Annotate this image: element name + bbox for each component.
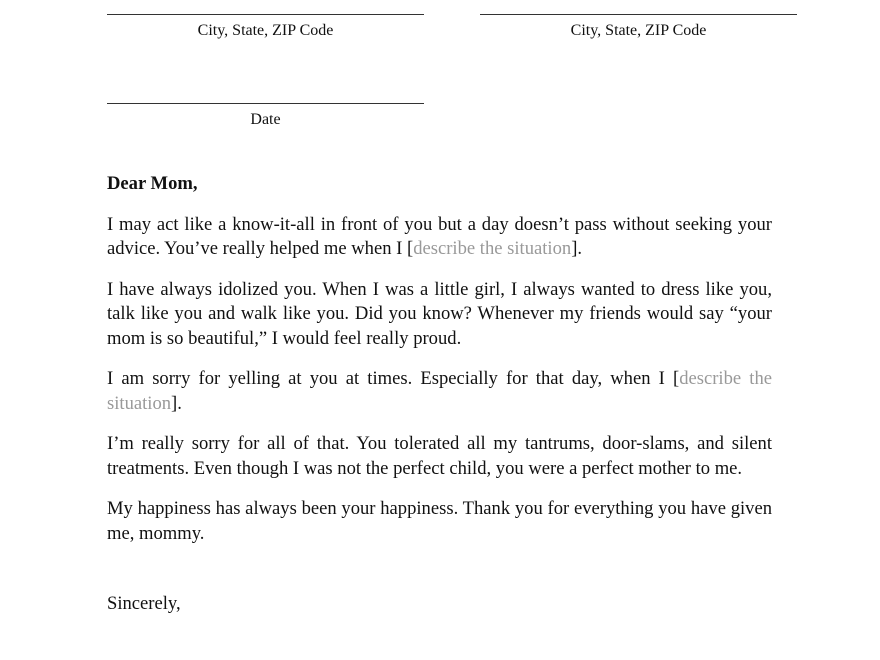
recipient-city-field bbox=[480, 14, 797, 41]
paragraph-text: I am sorry for yelling at you at times. Especially for that day, when I [ bbox=[107, 368, 680, 389]
letter-body bbox=[107, 172, 772, 633]
placeholder-text: describe the situation bbox=[413, 238, 572, 259]
date-field bbox=[107, 103, 424, 130]
placeholder-text: describe the situation bbox=[107, 368, 773, 414]
paragraph-4: I’m really sorry for all of that. You tolerated all my tantrums, door-slams, and silent treatments. Even though I was not the perfect child, you were a perfect mother to me. bbox=[107, 433, 772, 479]
greeting: Dear Mom, bbox=[107, 173, 198, 194]
paragraph-2: I have always idolized you. When I was a little girl, I always wanted to dress like you, talk like you and walk like you. Did you know? Whenever my friends would say “your mom is so beautiful,” I would feel really proud. bbox=[107, 278, 772, 349]
closing: Sincerely, bbox=[107, 593, 181, 614]
paragraph-text: ]. bbox=[171, 392, 182, 414]
field-label: City, State, ZIP Code bbox=[197, 22, 334, 39]
paragraph-5: My happiness has always been your happiness. Thank you for everything you have given me, mommy. bbox=[107, 498, 772, 544]
paragraph-text: I may act like a know-it-all in front of you but a day doesn’t pass without seeking your advice. You’ve really helped me when I [ bbox=[107, 213, 772, 259]
field-label: City, State, ZIP Code bbox=[570, 22, 707, 39]
signature-line bbox=[107, 14, 424, 15]
field-label: Date bbox=[250, 111, 281, 128]
signature-line bbox=[107, 103, 424, 104]
sender-city-field bbox=[107, 14, 424, 41]
paragraph-3 bbox=[107, 367, 772, 416]
paragraph-1 bbox=[107, 213, 772, 262]
paragraph-text: ]. bbox=[571, 238, 583, 259]
signature-line bbox=[480, 14, 797, 15]
